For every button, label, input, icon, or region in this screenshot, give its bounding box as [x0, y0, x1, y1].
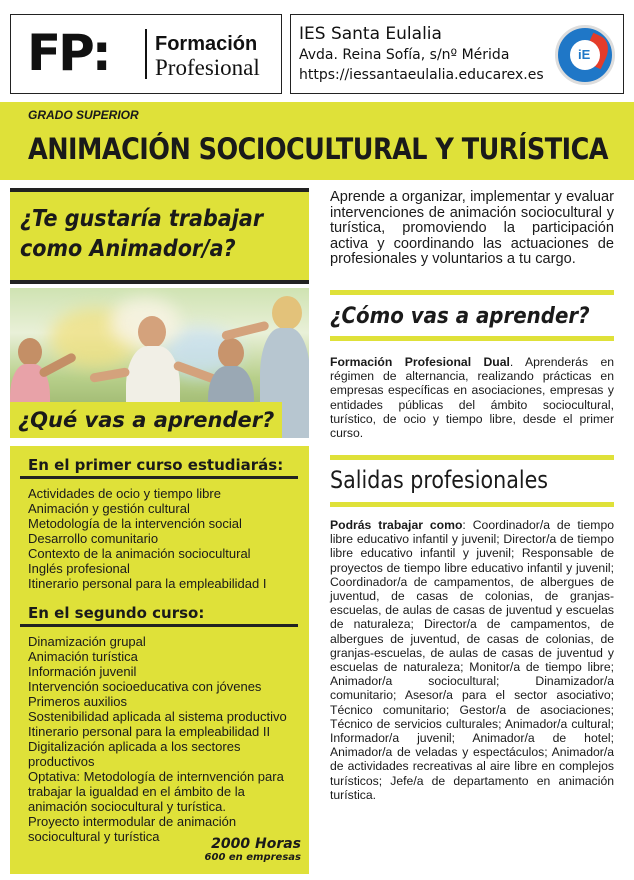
- question-line-2: como Animador/a?: [20, 236, 236, 262]
- how-text: . Aprenderás en régimen de alternancia, realizando prácticas en empresas específicas en asociaciones, empresas y entidades públicas del ámbito sociocultural, turístico, de ocio y tiempo libre, desde el primer curso.: [330, 355, 614, 441]
- course-item: Inglés profesional: [28, 561, 130, 576]
- second-year-list: [28, 634, 306, 844]
- logo-line-formacion: Formación: [155, 33, 258, 55]
- question-line-1: ¿Te gustaría trabajar: [20, 206, 264, 232]
- title-banner: [0, 102, 634, 180]
- course-item: Animación y gestión cultural: [28, 501, 190, 516]
- school-info-box: [290, 14, 624, 94]
- group-photo: [10, 288, 309, 438]
- photo-caption: ¿Qué vas a aprender?: [10, 402, 282, 438]
- first-year-rule: [20, 476, 298, 479]
- fp-logo-mark: FP:: [27, 24, 109, 82]
- school-details: [299, 23, 544, 85]
- course-item: Digitalización aplicada a los sectores productivos: [28, 739, 241, 769]
- course-item: Información juvenil: [28, 664, 137, 679]
- course-item: Animación turística: [28, 649, 138, 664]
- careers-heading: Salidas profesionales: [330, 466, 549, 494]
- person-arm: [221, 321, 270, 341]
- person-head: [138, 316, 166, 348]
- careers-bold: Podrás trabajar como: [330, 518, 463, 532]
- logo-line-profesional: Profesional: [155, 55, 260, 80]
- yellow-rule: [330, 502, 614, 507]
- course-item: Desarrollo comunitario: [28, 531, 159, 546]
- person-head: [272, 296, 302, 330]
- course-item: Proyecto intermodular de animación sociocultural y turística: [28, 814, 237, 844]
- first-year-list: [28, 486, 306, 591]
- course-item: Optativa: Metodología de internvención para trabajar la igualdad en el ámbito de la animación sociocultural y turística.: [28, 769, 284, 814]
- page-title: ANIMACIÓN SOCIOCULTURAL Y TURÍSTICA: [28, 132, 609, 166]
- fp-logo-box: [10, 14, 282, 94]
- courses-panel: [10, 446, 309, 874]
- school-address: Avda. Reina Sofía, s/nº Mérida: [299, 47, 510, 63]
- how-bold: Formación Profesional Dual: [330, 355, 510, 369]
- person-head: [218, 338, 244, 368]
- first-year-title: En el primer curso estudiarás:: [28, 456, 284, 474]
- school-logo-text: iE: [578, 47, 591, 62]
- course-item: Contexto de la animación sociocultural: [28, 546, 251, 561]
- course-item: Itinerario personal para la empleabilidad I: [28, 576, 267, 591]
- level-label: GRADO SUPERIOR: [28, 108, 139, 122]
- second-year-rule: [20, 624, 298, 627]
- intro-paragraph: Aprende a organizar, implementar y evaluar intervenciones de animación sociocultural y turística, promoviendo la participación activa y coordinando las actuaciones de profesionales y voluntarios a tu cargo.: [330, 189, 614, 268]
- careers-text: : Coordinador/a de tiempo libre educativo infantil y juvenil; Director/a de tiempo libre educativo infantil y juvenil; Responsable de proyectos de tiempo libre educativo infantil y juvenil; Coordinador/a de campamentos, de albergues de juventud, de casas de colonias, de granjas-escuelas, de aulas de casas de juventud y escuelas de naturaleza; Director/a de campamentos, de albergues de juventud, de casas de colonias, de granjas-escuelas, de aulas de casas de juventud y escuelas de naturaleza; Monitor/a de tiempo libre; Animador/a sociocultural; Dinamizador/a comunitario; Asesor/a para el sector asociativo; Técnico comunitario; Gestor/a de asociaciones; Técnico de servicios culturales; Animador/a cultural; Informador/a juvenil; Animador/a de hotel; Animador/a de veladas y espectáculos; Animador/a de actividades recreativas al aire libre en complejos turísticos; Jefe/a de departamento en animación turística.: [330, 518, 614, 802]
- person-arm: [38, 352, 78, 379]
- yellow-rule: [330, 336, 614, 341]
- company-hours: 600 en empresas: [204, 852, 301, 863]
- total-hours: 2000 Horas: [211, 836, 301, 852]
- logo-divider: [145, 29, 147, 79]
- course-item: Primeros auxilios: [28, 694, 127, 709]
- person-arm: [89, 367, 130, 383]
- school-logo-icon: [555, 25, 615, 85]
- how-heading: ¿Cómo vas a aprender?: [330, 304, 590, 329]
- second-year-title: En el segundo curso:: [28, 604, 205, 622]
- how-paragraph: [330, 355, 614, 440]
- yellow-rule: [330, 455, 614, 460]
- course-item: Sostenibilidad aplicada al sistema productivo: [28, 709, 287, 724]
- question-box: [10, 188, 309, 284]
- course-item: Intervención socioeducativa con jóvenes: [28, 679, 262, 694]
- course-item: Itinerario personal para la empleabilidad II: [28, 724, 271, 739]
- hours-block: [205, 836, 301, 864]
- course-item: Actividades de ocio y tiempo libre: [28, 486, 221, 501]
- course-item: Metodología de la intervención social: [28, 516, 242, 531]
- question-heading: [20, 204, 263, 264]
- course-item: Dinamización grupal: [28, 634, 146, 649]
- bottom-rule: [10, 280, 309, 284]
- school-url[interactable]: https://iessantaeulalia.educarex.es: [299, 67, 544, 83]
- person-head: [18, 338, 42, 366]
- school-name: IES Santa Eulalia: [299, 24, 442, 44]
- top-rule: [10, 188, 309, 192]
- yellow-rule: [330, 290, 614, 295]
- careers-paragraph: [330, 518, 614, 802]
